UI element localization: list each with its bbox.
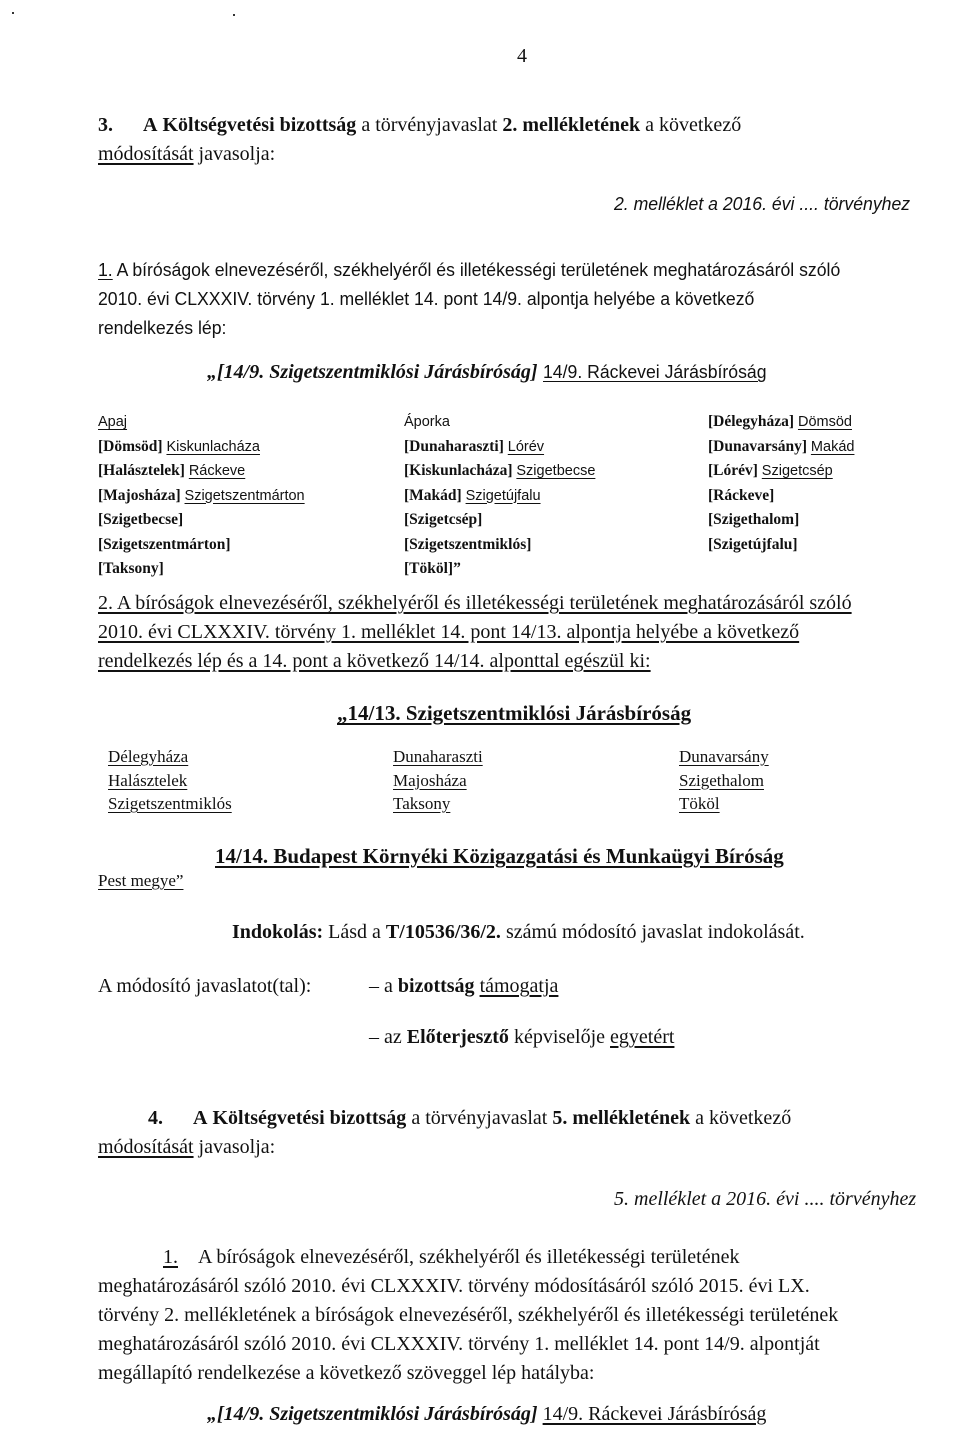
list-item: Apaj	[98, 414, 128, 430]
list-item: Szigetszentmiklós	[108, 794, 232, 813]
support-label: A módosító javaslatot(tal):	[98, 975, 312, 997]
list-item: [Szigethalom]	[708, 511, 800, 528]
justification: Indokolás: Lásd a T/10536/36/2. számú módosító javaslat indokolását.	[232, 921, 805, 943]
list-item: Áporka	[404, 414, 450, 430]
annex-title-2: 5. melléklet a 2016. évi .... törvényhez	[614, 1188, 917, 1210]
settlement-list-2-col2	[393, 745, 483, 816]
support-proposer: – az Előterjesztő képviselője egyetért	[369, 1026, 675, 1048]
committee-name: Költségvetési bizottság	[162, 114, 357, 136]
list-item: [Lórév] Szigetcsép	[708, 462, 833, 479]
amendment-text-2: 2. A bíróságok elnevezéséről, székhelyéről és illetékességi területének meghatározásáról szóló 2010. évi CLXXXIV. törvény 1. melléklet 14. pont 14/13. alpontja helyébe a következő rendelkezés lép és a 14. pont a következő 14/14. alponttal egészül ki:	[98, 592, 852, 672]
list-item: [Tököl]”	[404, 560, 461, 577]
amendment-text-4: 1. A bíróságok elnevezéséről, székhelyéről és illetékességi területének meghatározásáról szóló 2010. évi CLXXXIV. törvény módosításáról szóló 2015. évi LX. törvény 2. mellékletének a bíróságok elnevezéséről, székhelyéről és illetékességi területének meghatározásáról szóló 2010. évi CLXXXIV. törvény 1. melléklet 14. pont 14/9. alpontját megállapító rendelkezése a következő szöveggel lép hatályba:	[98, 1246, 839, 1384]
settlement-list-col3	[708, 410, 854, 557]
list-item: [Ráckeve]	[708, 486, 775, 504]
settlement-list-col2	[404, 410, 595, 582]
settlement-list-2-col1	[108, 745, 232, 816]
list-item: [Makád] Szigetújfalu	[404, 486, 541, 504]
list-item: Majosháza	[393, 770, 467, 790]
list-item: Tököl	[679, 794, 720, 813]
amendment-text-1: 1. A bíróságok elnevezéséről, székhelyéről és illetékességi területének meghatározásáról szóló 2010. évi CLXXXIV. törvény 1. melléklet 14. pont 14/9. alpontja helyébe a következő rendelkezés lép:	[98, 260, 841, 338]
list-item: [Majosháza] Szigetszentmárton	[98, 486, 305, 504]
support-committee: – a bizottság támogatja	[369, 975, 559, 997]
county-label: Pest megye”	[98, 871, 184, 890]
section-number: 4.	[148, 1107, 163, 1129]
list-item: Délegyháza	[108, 747, 189, 766]
list-item: Szigethalom	[679, 770, 764, 790]
list-item: [Délegyháza] Dömsöd	[708, 413, 852, 430]
list-item: [Szigetbecse]	[98, 511, 184, 528]
list-item: [Kiskunlacháza] Szigetbecse	[404, 462, 596, 479]
court-heading-3: 14/14. Budapest Környéki Közigazgatási és Munkaügyi Bíróság	[215, 844, 784, 868]
list-item: [Szigetszentmárton]	[98, 535, 231, 553]
page-number: 4	[517, 45, 527, 67]
list-item: Dunaharaszti	[393, 747, 483, 766]
section-4-intro-line1: 4. A Költségvetési bizottság a törvényjavaslat 5. mellékletének a következő	[148, 1107, 792, 1129]
list-item: [Dömsöd] Kiskunlacháza	[98, 437, 260, 455]
list-item: Dunavarsány	[679, 747, 769, 766]
list-item: [Szigetújfalu]	[708, 535, 798, 553]
list-item: Taksony	[393, 794, 451, 813]
court-heading-4: „[14/9. Szigetszentmiklósi Járásbíróság] 14/9. Ráckevei Járásbíróság	[207, 1403, 767, 1425]
annex-title: 2. melléklet a 2016. évi .... törvényhez	[614, 194, 911, 214]
list-item: [Szigetcsép]	[404, 511, 483, 528]
list-item: [Dunavarsány] Makád	[708, 437, 855, 455]
list-item: [Dunaharaszti] Lórév	[404, 437, 545, 455]
scan-mark	[233, 14, 235, 16]
scan-mark	[12, 12, 14, 14]
court-heading-2: „14/13. Szigetszentmiklósi Járásbíróság	[337, 701, 692, 725]
list-item: [Szigetszentmiklós]	[404, 535, 532, 553]
committee-name: Költségvetési bizottság	[212, 1107, 407, 1129]
settlement-list-col1	[98, 410, 305, 582]
list-item: [Halásztelek] Ráckeve	[98, 462, 246, 479]
court-heading: „[14/9. Szigetszentmiklósi Járásbíróság] 14/9. Ráckevei Járásbíróság	[207, 361, 767, 383]
section-number: 3.	[98, 114, 113, 136]
list-item: Halásztelek	[108, 770, 188, 790]
section-4-intro-line2: módosítását javasolja:	[98, 1136, 276, 1158]
section-3-intro-line1: 3. A Költségvetési bizottság a törvényjavaslat 2. mellékletének a következő	[98, 114, 742, 136]
list-item: [Taksony]	[98, 560, 164, 577]
settlement-list-2-col3	[679, 745, 769, 816]
section-3-intro-line2: módosítását javasolja:	[98, 143, 276, 165]
